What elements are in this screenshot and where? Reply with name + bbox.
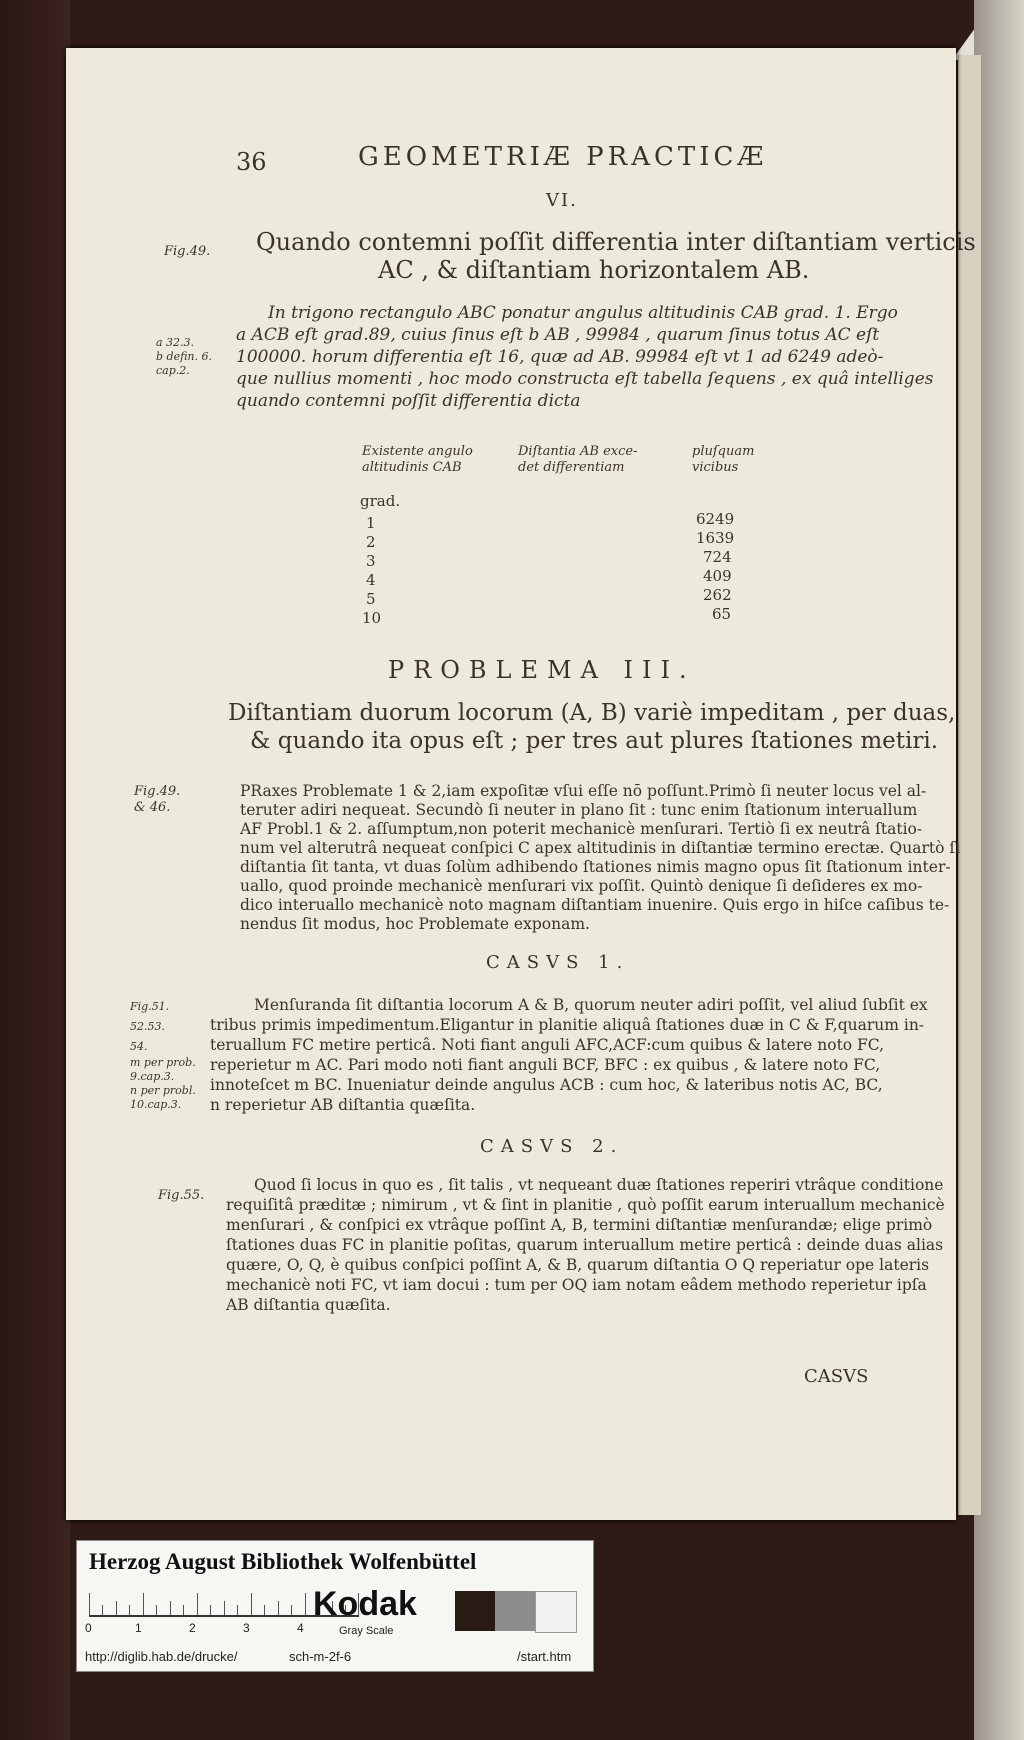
margin-note: Fig.51.: [130, 1000, 170, 1013]
scan-background-left: [0, 0, 70, 1740]
url-part: /start.htm: [517, 1649, 572, 1664]
margin-note: 54.: [130, 1040, 148, 1053]
table-angle: 5: [366, 590, 376, 608]
catchword: CASVS: [804, 1366, 869, 1387]
table-unit: grad.: [360, 492, 401, 510]
table-times: 724: [703, 548, 732, 566]
swatch-mid: [495, 1591, 535, 1631]
ruler-number: 4: [297, 1621, 304, 1635]
margin-figure-ref: & 46.: [134, 800, 171, 815]
library-name: Herzog August Bibliothek Wolfenbüttel: [89, 1549, 477, 1574]
ruler-number: 0: [85, 1621, 92, 1635]
table-times: 262: [703, 586, 732, 604]
facing-page-edge: [958, 55, 981, 1515]
casus-1-line: n reperietur AB diſtantia quæſita.: [210, 1096, 476, 1114]
margin-figure-ref: Fig.55.: [158, 1188, 205, 1203]
table-header-distance: Diſtantia AB exce-: [518, 444, 638, 459]
section-number: VI.: [546, 190, 578, 211]
casus-1-line: innoteſcet m BC. Inueniatur deinde angulus ACB : cum hoc, & lateribus notis AC, BC,: [210, 1076, 883, 1094]
margin-figure-ref: Fig.49.: [134, 784, 181, 799]
praxes-line: AF Probl.1 & 2. aſſumptum,non poterit mechanicè menſurari. Tertiò ſi ex neutrâ ſtatio-: [240, 820, 923, 838]
swatch-light: [535, 1591, 577, 1633]
casus-1-line: reperietur m AC. Pari modo noti fiant anguli BCF, BFC : ex quibus , & latere noto FC,: [210, 1056, 881, 1074]
table-angle: 2: [366, 533, 376, 551]
casus-2-line: quære, O, Q, è quibus conſpici poſſint A, & B, quarum diſtantia O Q reperiatur ope lateris: [226, 1256, 930, 1274]
praxes-line: teruter adiri nequeat. Secundò ſi neuter in plano ſit : tunc enim ſtationum interuallum: [240, 801, 918, 819]
praxes-line: PRaxes Problemate 1 & 2,iam expoſitæ vſui eſſe nō poſſunt.Primò ſi neuter locus vel al-: [240, 782, 927, 800]
table-angle: 1: [366, 514, 376, 532]
url-part: sch-m-2f-6: [289, 1649, 352, 1664]
margin-note: 52.53.: [130, 1020, 165, 1033]
scan-background-right: [974, 0, 1024, 1740]
margin-note: n per probl.: [130, 1084, 196, 1097]
swatch-dark: [455, 1591, 495, 1631]
proof-line: 100000. horum differentia eſt 16, quæ ad AB. 99984 eſt vt 1 ad 6249 adeò-: [236, 347, 884, 367]
casus-2-line: menſurari , & conſpici ex vtrâque poſſint A, B, termini diſtantiæ menſurandæ; elige primò: [226, 1216, 933, 1234]
ruler-number: 3: [243, 1621, 250, 1635]
casus-2-line: ſtationes duas FC in planitie poſitas, quarum interuallum metire perticâ : deinde duas alias: [226, 1236, 944, 1254]
praxes-line: nendus ſit modus, hoc Problemate exponam.: [240, 915, 590, 933]
url-part: http://diglib.hab.de/drucke/: [85, 1649, 238, 1664]
running-title: GEOMETRIÆ PRACTICÆ: [358, 142, 768, 172]
kodak-logo: Kodak: [313, 1585, 417, 1623]
margin-note: b defin. 6.: [156, 350, 212, 363]
proposition-line: AC , & diſtantiam horizontalem AB.: [378, 256, 810, 284]
ruler-number: 2: [189, 1621, 196, 1635]
table-header-times: vicibus: [692, 460, 739, 475]
margin-note: 9.cap.3.: [130, 1070, 175, 1083]
praxes-line: num vel alterutrâ nequeat conſpici C apex altitudinis in diſtantiæ termino erectæ. Quartò ſi: [240, 839, 961, 857]
proof-line: quando contemni poſſit differentia dicta: [236, 391, 581, 411]
problem-title: PROBLEMA III.: [388, 656, 696, 684]
table-header-distance: det differentiam: [518, 460, 625, 475]
table-times: 1639: [696, 529, 735, 547]
casus-1-title: CASVS 1.: [486, 952, 630, 973]
table-times: 65: [712, 605, 732, 623]
margin-note: cap.2.: [156, 364, 190, 377]
ruler-number: 1: [135, 1621, 142, 1635]
casus-1-line: Menſuranda ſit diſtantia locorum A & B, quorum neuter adiri poſſit, vel aliud ſubſit ex: [254, 996, 928, 1014]
proposition-line: Quando contemni poſſit differentia inter diſtantiam verticis: [256, 228, 976, 256]
praxes-line: diſtantia ſit tanta, vt duas ſolùm adhibendo ſtationes nimis magno opus ſit ſtationum inter-: [240, 858, 951, 876]
casus-2-line: requiſitâ præditæ ; nimirum , vt & ſint in planitie , quò poſſit earum interuallum mechanicè: [226, 1196, 945, 1214]
problem-statement: Diſtantiam duorum locorum (A, B) variè impeditam , per duas,: [228, 700, 956, 726]
casus-2-line: AB diſtantia quæſita.: [226, 1296, 391, 1314]
proof-line: In trigono rectangulo ABC ponatur angulus altitudinis CAB grad. 1. Ergo: [268, 303, 898, 323]
table-angle: 10: [362, 609, 382, 627]
casus-2-line: mechanicè noti FC, vt iam docui : tum per OQ iam notam eâdem methodo reperietur ipſa: [226, 1276, 927, 1294]
margin-note: m per prob.: [130, 1056, 196, 1069]
margin-figure-ref: Fig.49.: [164, 244, 211, 259]
casus-1-line: teruallum FC metire perticâ. Noti fiant anguli AFC,ACF:cum quibus & latere noto FC,: [210, 1036, 885, 1054]
proof-line: que nullius momenti , hoc modo constructa eſt tabella ſequens , ex quâ intelliges: [236, 369, 934, 389]
book-page: [66, 48, 976, 1520]
table-header-angle: Existente angulo: [362, 444, 473, 459]
table-angle: 4: [366, 571, 376, 589]
casus-1-line: tribus primis impedimentum.Eligantur in planitie aliquâ ſtationes duæ in C & F,quarum in-: [210, 1016, 925, 1034]
casus-2-title: CASVS 2.: [480, 1136, 624, 1157]
table-times: 409: [703, 567, 732, 585]
praxes-line: dico interuallo mechanicè noto magnam diſtantiam inuenire. Quis ergo in hiſce caſibus te-: [240, 896, 950, 914]
page-number: 36: [236, 148, 267, 176]
casus-2-line: Quod ſi locus in quo es , ſit talis , vt nequeant duæ ſtationes reperiri vtrâque conditione: [254, 1176, 944, 1194]
problem-statement: & quando ita opus eſt ; per tres aut plures ſtationes metiri.: [250, 728, 939, 754]
archive-color-strip: [76, 1540, 594, 1672]
margin-note: 10.cap.3.: [130, 1098, 182, 1111]
proof-line: a ACB eſt grad.89, cuius ſinus eſt b AB , 99984 , quarum ſinus totus AC eſt: [236, 325, 880, 345]
table-angle: 3: [366, 552, 376, 570]
praxes-line: uallo, quod proinde mechanicè menſurari vix poſſit. Quintò denique ſi deſideres ex mo-: [240, 877, 923, 895]
gray-scale-label: Gray Scale: [339, 1625, 394, 1637]
table-header-angle: altitudinis CAB: [362, 460, 462, 475]
table-header-times: pluſquam: [692, 444, 755, 459]
margin-note: a 32.3.: [156, 336, 195, 349]
table-times: 6249: [696, 510, 735, 528]
